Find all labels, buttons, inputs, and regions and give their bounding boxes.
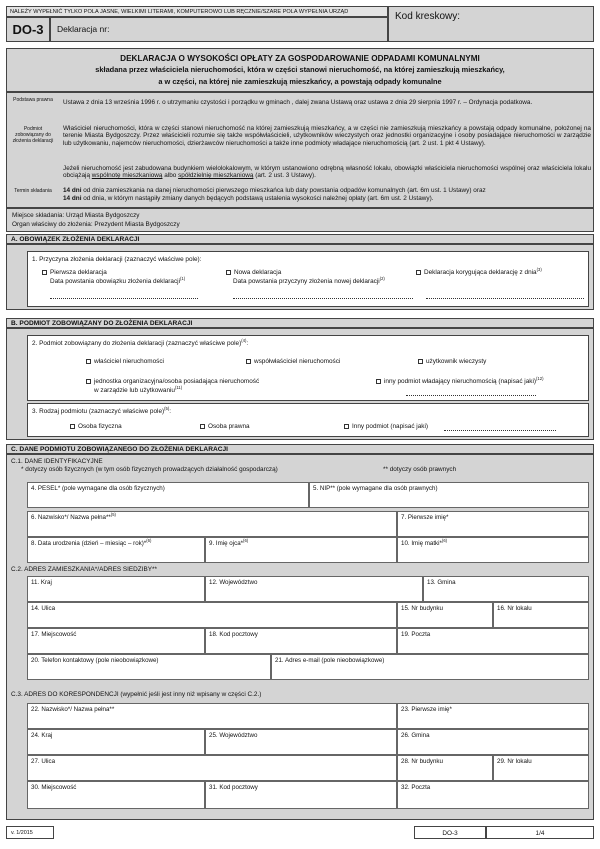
deadline-text-1: 14 dni od dnia zamieszkania na danej nieruchomości pierwszego mieszkańca lub daty powstania odpadów komunalnych (art. 6m ust. 1 Ustawy) oraz: [63, 187, 486, 194]
section-b-block: [6, 328, 594, 440]
reason-question: 1. Przyczyna złożenia deklaracji (zaznaczyć właściwe pole):: [32, 256, 202, 263]
organizational-unit-option[interactable]: jednostka organizacyjna/osoba posiadająca nieruchomość: [86, 378, 259, 385]
correspondence-surname-field[interactable]: 22. Nazwisko*/ Nazwa pełna**: [27, 703, 397, 729]
title-sub-1: składana przez właściciela nieruchomości, która w części stanowi nieruchomość, na której zamieszkują mieszkańcy,: [95, 65, 505, 74]
c1-title: C.1. DANE IDENTYFIKACYJNE: [11, 458, 103, 465]
title-sub-2: a w części, na której nie zamieszkują mieszkańcy, a powstają odpady komunalne: [158, 77, 442, 86]
section-a-title: A. OBOWIĄZEK ZŁOŻENIA DEKLARACJI: [6, 234, 594, 244]
c3-title: C.3. ADRES DO KORESPONDENCJI (wypełnić jeśli jest inny niż wpisany w części C.2.): [11, 691, 262, 698]
correspondence-building-number-field[interactable]: 28. Nr budynku: [397, 755, 493, 781]
correspondence-city-field[interactable]: 30. Miejscowość: [27, 781, 205, 809]
correspondence-voivodeship-field[interactable]: 25. Województwo: [205, 729, 397, 755]
entity-type-field: [27, 403, 589, 437]
commune-field[interactable]: 13. Gmina: [423, 576, 589, 602]
correspondence-street-field[interactable]: 27. Ulica: [27, 755, 397, 781]
declaration-number-label: Deklaracja nr:: [50, 17, 388, 42]
post-office-field[interactable]: 19. Poczta: [397, 628, 589, 654]
surname-field[interactable]: 6. Nazwisko*/ Nazwa pełna**$^{(5)}$: [27, 511, 397, 537]
title-main: DEKLARACJA O WYSOKOŚCI OPŁATY ZA GOSPODAROWANIE ODPADAMI KOMUNALNYMI: [120, 54, 480, 63]
checkbox[interactable]: [86, 359, 91, 364]
city-field[interactable]: 17. Miejscowość: [27, 628, 205, 654]
legal-info-block: [6, 92, 594, 208]
obliged-text-building: Jeżeli nieruchomość jest zabudowana budynkiem wielolokalowym, w którym ustanowiono odrębną własność lokalu, obowiązki właściciela nieruchomości wspólnej oraz właściciela lokalu obciążają wspólnotę mieszkaniową albo spółdzielnię mieszkaniową (art. 2 ust. 3 Ustawy).: [63, 165, 591, 180]
correspondence-commune-field[interactable]: 26. Gmina: [397, 729, 589, 755]
first-declaration-option[interactable]: Pierwsza deklaracja: [42, 269, 107, 276]
section-c-title: C. DANE PODMIOTU ZOBOWIĄZANEGO DO ZŁOŻENIA DEKLARACJI: [6, 444, 594, 454]
page-number: 1/4: [486, 826, 594, 839]
legal-basis-text: Ustawa z dnia 13 września 1996 r. o utrzymaniu czystości i porządku w gminach , dalej zwana Ustawą oraz ustawa z dnia 29 sierpnia 1997 r. – Ordynacja podatkowa.: [63, 99, 533, 106]
co-owner-option[interactable]: współwłaściciel nieruchomości: [246, 358, 340, 365]
form-code: DO-3: [6, 17, 50, 42]
postal-code-field[interactable]: 18. Kod pocztowy: [205, 628, 397, 654]
birth-date-field[interactable]: 8. Data urodzenia (dzień – miesiąc – rok)*$^{(6)}$: [27, 537, 205, 563]
first-name-field[interactable]: 7. Pierwsze imię*: [397, 511, 589, 537]
c2-title: C.2. ADRES ZAMIESZKANIA*/ADRES SIEDZIBY**: [11, 566, 157, 573]
footer-form-code: DO-3: [414, 826, 486, 839]
owner-option[interactable]: właściciel nieruchomości: [86, 358, 164, 365]
checkbox[interactable]: [226, 270, 231, 275]
competent-authority: Organ właściwy do złożenia: Prezydent Miasta Bydgoszczy: [12, 221, 180, 229]
checkbox[interactable]: [418, 359, 423, 364]
deadline-text-2: 14 dni od dnia, w którym nastąpiły zmiany danych będących podstawą ustalenia wysokości należnej opłaty (art. 6m ust. 2 Ustawy).: [63, 195, 434, 202]
street-field[interactable]: 14. Ulica: [27, 602, 397, 628]
submission-place-block: [6, 208, 594, 232]
checkbox[interactable]: [42, 270, 47, 275]
obliged-label: Podmiot zobowiązany do złożenia deklaracji: [12, 126, 54, 144]
nip-field[interactable]: 5. NIP** (pole wymagane dla osób prawnych): [309, 482, 589, 508]
title-block: [6, 48, 594, 92]
checkbox[interactable]: [376, 379, 381, 384]
entity-type-question: 3. Rodzaj podmiotu (zaznaczyć właściwe pole)$^{(5)}$:: [32, 405, 172, 415]
legal-basis-label: Podstawa prawna: [13, 97, 53, 103]
apartment-number-field[interactable]: 16. Nr lokalu: [493, 602, 589, 628]
father-name-field[interactable]: 9. Imię ojca*$^{(6)}$: [205, 537, 397, 563]
c1-note-natural: * dotyczy osób fizycznych (w tym osób fizycznych prowadzących działalność gospodarczą): [21, 466, 278, 473]
first-declaration-date-input[interactable]: [50, 298, 198, 299]
reason-field: [27, 251, 589, 307]
country-field[interactable]: 11. Kraj: [27, 576, 205, 602]
section-a-block: [6, 244, 594, 310]
correspondence-first-name-field[interactable]: 23. Pierwsze imię*: [397, 703, 589, 729]
pesel-field[interactable]: 4. PESEL* (pole wymagane dla osób fizycznych): [27, 482, 309, 508]
correspondence-apartment-number-field[interactable]: 29. Nr lokalu: [493, 755, 589, 781]
submission-place: Miejsce składania: Urząd Miasta Bydgoszczy: [12, 212, 140, 219]
c1-note-legal: ** dotyczy osób prawnych: [383, 466, 457, 473]
fill-instruction: NALEŻY WYPEŁNIĆ TYLKO POLA JASNE, WIELKIMI LITERAMI, KOMPUTEROWO LUB RĘCZNIE/SZARE POLA WYPEŁNIA URZĄD: [6, 6, 388, 17]
obliged-text: Właściciel nieruchomości, która w części stanowi nieruchomość na której zamieszkują mieszkańcy, a w części nie zamieszkują mieszkańcy a powstają odpady komunalne, położonej na terenie Miasta Bydgoszczy. Przez właścicieli rozumie się także współwłaścicieli, użytkowników wieczystych oraz jednostki organizacyjne i osoby posiadające nieruchomości w zarządzie lub użytkowaniu, najemców nieruchomości, dzierżawców nieruchomości a także inne podmioty władające nieruchomością (art. 2 ust. 1 pkt 4 Ustawy).: [63, 125, 591, 147]
barcode-label: Kod kreskowy:: [388, 6, 594, 42]
voivodeship-field[interactable]: 12. Województwo: [205, 576, 423, 602]
organizational-unit-option-cont: w zarządzie lub użytkowaniu$^{(11)}$: [94, 384, 183, 394]
checkbox[interactable]: [246, 359, 251, 364]
correction-declaration-option[interactable]: Deklaracja korygująca deklarację z dnia$^{(3)}$: [416, 269, 542, 276]
checkbox[interactable]: [344, 424, 349, 429]
other-holder-input[interactable]: [406, 395, 536, 396]
perpetual-user-option[interactable]: użytkownik wieczysty: [418, 358, 486, 365]
checkbox[interactable]: [86, 379, 91, 384]
natural-person-option[interactable]: Osoba fizyczna: [70, 423, 122, 430]
correspondence-post-office-field[interactable]: 32. Poczta: [397, 781, 589, 809]
first-declaration-date-label: Data powstania obowiązku złożenia deklaracji$^{(1)}$: [50, 275, 186, 285]
correspondence-country-field[interactable]: 24. Kraj: [27, 729, 205, 755]
phone-field[interactable]: 20. Telefon kontaktowy (pole nieobowiązkowe): [27, 654, 271, 680]
checkbox[interactable]: [200, 424, 205, 429]
form-version: v. 1/2015: [6, 826, 54, 839]
checkbox[interactable]: [416, 270, 421, 275]
new-declaration-date-label: Data powstania przyczyny złożenia nowej deklaracji$^{(2)}$: [233, 275, 385, 285]
new-declaration-option[interactable]: Nowa deklaracja: [226, 269, 281, 276]
deadline-label: Termin składania: [14, 188, 52, 194]
other-holder-option[interactable]: inny podmiot władający nieruchomością (napisać jaki)$^{(12)}$: [376, 378, 543, 385]
building-number-field[interactable]: 15. Nr budynku: [397, 602, 493, 628]
email-field[interactable]: 21. Adres e-mail (pole nieobowiązkowe): [271, 654, 589, 680]
other-entity-input[interactable]: [444, 430, 556, 431]
obliged-entity-question: 2. Podmiot zobowiązany do złożenia deklaracji (zaznaczyć właściwe pole)$^{(4)}$:: [32, 337, 249, 347]
legal-person-option[interactable]: Osoba prawna: [200, 423, 250, 430]
correspondence-postal-code-field[interactable]: 31. Kod pocztowy: [205, 781, 397, 809]
correction-date-input[interactable]: [426, 298, 584, 299]
section-b-title: B. PODMIOT ZOBOWIĄZANY DO ZŁOŻENIA DEKLARACJI: [6, 318, 594, 328]
other-entity-option[interactable]: Inny podmiot (napisać jaki): [344, 423, 428, 430]
obliged-entity-field: [27, 335, 589, 401]
new-declaration-date-input[interactable]: [233, 298, 413, 299]
checkbox[interactable]: [70, 424, 75, 429]
mother-name-field[interactable]: 10. Imię matki*$^{(6)}$: [397, 537, 589, 563]
section-c-block: [6, 454, 594, 820]
